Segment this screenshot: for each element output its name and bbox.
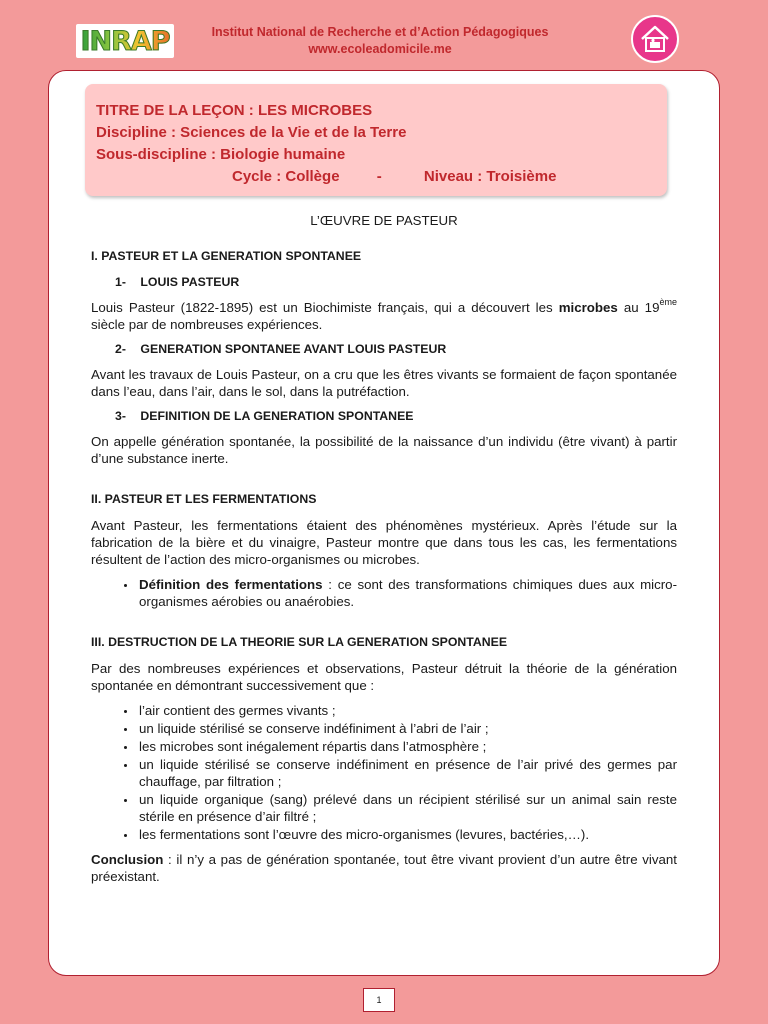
inrap-logo [76,24,174,58]
lesson-content [91,212,677,893]
fermentation-paragraph: Avant Pasteur, les fermentations étaient des phénomènes mystérieux. Après l’étude sur la fabrication de la bière et du vinaigre, Pasteur montre que dans tous les cas, les fermentations résultent de l’action des micro-organismes ou microbes. [91,518,677,567]
list-item: • Définition des fermentations : ce sont des transformations chimiques dues aux micro-organismes aérobies ou anaérobies. [137,576,677,610]
lesson-discipline: Discipline : Sciences de la Vie et de la Terre [96,124,407,141]
list-item: • un liquide organique (sang) prélevé dans un récipient stérilisé sur un animal sain reste stérile en présence d’air filtré ; [137,791,677,825]
list-item: • un liquide stérilisé se conserve indéfiniment à l’abri de l’air ; [137,720,677,737]
experiments-list [91,702,677,843]
subsection-3-heading [115,408,677,425]
lesson-level: Niveau : Troisième [423,168,557,185]
list-item: • l’air contient des germes vivants ; [137,702,677,719]
subsection-number: 1- [115,275,126,289]
conclusion-paragraph: Conclusion : il n’y a pas de génération spontanée, tout être vivant provient d’un autre être vivant préexistant. [91,852,677,884]
website-link[interactable]: www.ecoleadomicile.me [308,42,452,56]
lesson-cycle: Cycle : Collège [232,168,340,185]
pasteur-paragraph: Louis Pasteur (1822-1895) est un Biochimiste français, qui a découvert les microbes au 19ème siècle par de nombreuses expériences. [91,297,677,332]
main-title: L’ŒUVRE DE PASTEUR [310,213,458,228]
inrap-logo-text: INRAP [80,25,170,57]
subsection-title: GENERATION SPONTANEE AVANT LOUIS PASTEUR [140,342,447,356]
subsection-title: LOUIS PASTEUR [140,275,240,289]
header-text [180,24,580,58]
subsection-1-heading [115,274,677,291]
lesson-title: TITRE DE LA LEÇON : LES MICROBES [96,102,373,119]
lesson-cycle-level [96,166,667,188]
destruction-intro: Par des nombreuses expériences et observations, Pasteur détruit la théorie de la génération spontanée en démontrant successivement que : [91,661,677,693]
house-icon [638,22,672,56]
definition-paragraph: On appelle génération spontanée, la possibilité de la naissance d’un individu (être vivant) à partir d’une substance inerte. [91,434,677,466]
lesson-subdiscipline: Sous-discipline : Biologie humaine [96,146,346,163]
section-3-heading: III. DESTRUCTION DE LA THEORIE SUR LA GENERATION SPONTANEE [91,635,508,649]
lesson-title-box [85,84,667,196]
list-item: • un liquide stérilisé se conserve indéfiniment en présence de l’air privé des germes par chauffage, par filtration ; [137,756,677,790]
page-header [0,0,768,70]
school-house-logo [631,15,679,63]
subsection-number: 3- [115,409,126,423]
fermentation-definition-list [91,576,677,610]
subsection-2-heading [115,341,677,358]
subsection-title: DEFINITION DE LA GENERATION SPONTANEE [140,409,414,423]
page-number: 1 [363,988,395,1012]
subsection-number: 2- [115,342,126,356]
list-item: • les microbes sont inégalement répartis dans l’atmosphère ; [137,738,677,755]
section-1-heading: I. PASTEUR ET LA GENERATION SPONTANEE [91,249,362,263]
section-2-heading: II. PASTEUR ET LES FERMENTATIONS [91,492,317,506]
list-item: • les fermentations sont l’œuvre des micro-organismes (levures, bactéries,…). [137,826,677,843]
spontaneous-generation-paragraph: Avant les travaux de Louis Pasteur, on a cru que les êtres vivants se formaient de façon spontanée dans l’eau, dans l’air, dans le sol, dans la putréfaction. [91,367,677,399]
org-name: Institut National de Recherche et d’Action Pédagogiques [211,25,549,39]
lesson-separator: - [376,168,382,185]
